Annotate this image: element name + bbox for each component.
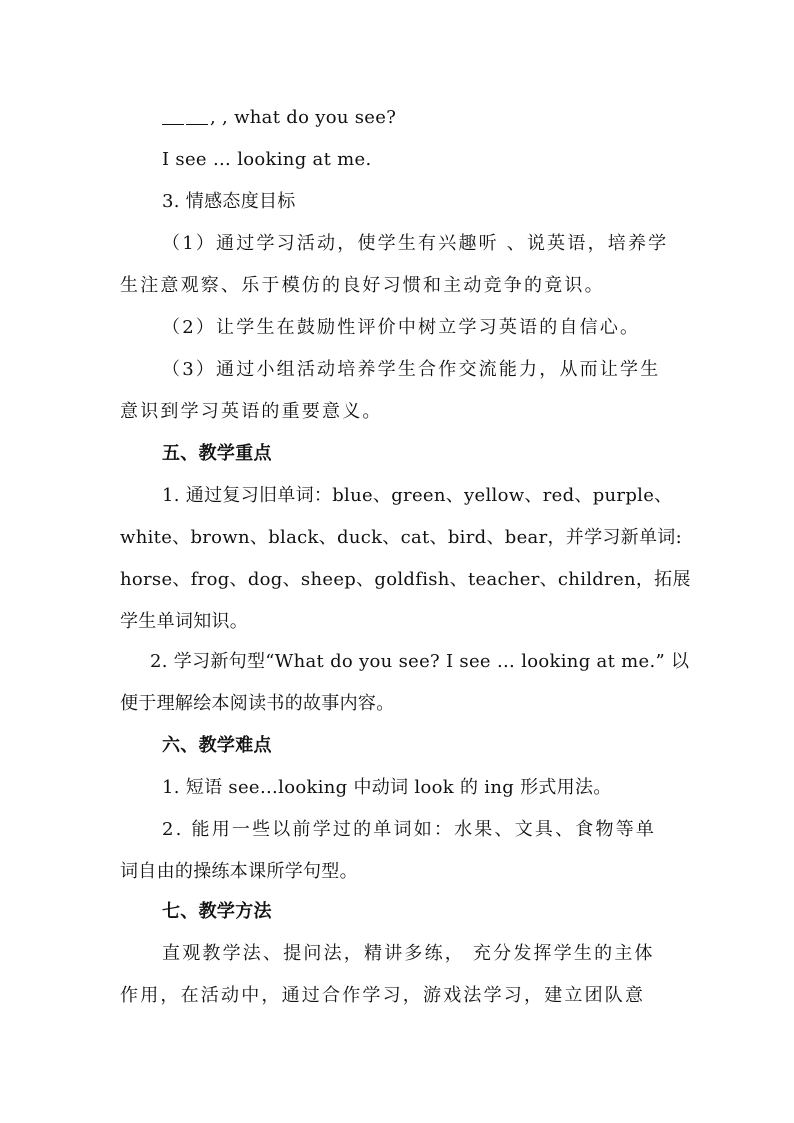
paragraph-line: 意识到学习英语的重要意义。 [120, 401, 383, 422]
dialogue-line-answer: I see … looking at me. [162, 149, 372, 170]
paragraph-line: （3）通过小组活动培养学生合作交流能力，从而让学生 [162, 359, 661, 380]
paragraph-line: 直观教学法、提问法，精讲多练， 充分发挥学生的主体 [162, 943, 655, 964]
dialogue-question-text: , , what do you see? [210, 107, 397, 128]
paragraph-line: 2. 学习新句型“What do you see? I see … looking at me.” 以 [150, 651, 690, 672]
heading-teaching-difficulty: 六、教学难点 [162, 735, 272, 756]
paragraph-line: 学生单词知识。 [120, 611, 249, 632]
dialogue-line-question [162, 104, 396, 132]
answer-blank-2[interactable] [186, 106, 208, 125]
paragraph-line: 2. 能用一些以前学过的单词如：水果、文具、食物等单 [162, 819, 657, 840]
paragraph-line: （1）通过学习活动，使学生有兴趣听 、说英语，培养学 [162, 233, 669, 254]
paragraph-line: 生注意观察、乐于模仿的良好习惯和主动竞争的竟识。 [120, 275, 605, 296]
paragraph-line: 便于理解绘本阅读书的故事内容。 [120, 693, 395, 714]
heading-teaching-focus: 五、教学重点 [162, 443, 272, 464]
answer-blank-1[interactable] [162, 106, 184, 125]
paragraph-line: 词自由的操练本课所学句型。 [120, 861, 358, 882]
heading-teaching-methods: 七、教学方法 [162, 901, 272, 922]
paragraph-line: 作用，在活动中，通过合作学习，游戏法学习，建立团队意 [120, 985, 646, 1006]
paragraph-line: horse、frog、dog、sheep、goldfish、teacher、children，拓展 [120, 569, 691, 590]
paragraph-line: 1. 通过复习旧单词：blue、green、yellow、red、purple、 [162, 485, 673, 506]
paragraph-line: （2）让学生在鼓励性评价中树立学习英语的自信心。 [162, 317, 641, 338]
paragraph-line: white、brown、black、duck、cat、bird、bear，并学习新单词: [120, 527, 682, 548]
paragraph-line: 1. 短语 see…looking 中动词 look 的 ing 形式用法。 [162, 777, 612, 798]
section-affective-goals: 3. 情感态度目标 [162, 191, 296, 212]
